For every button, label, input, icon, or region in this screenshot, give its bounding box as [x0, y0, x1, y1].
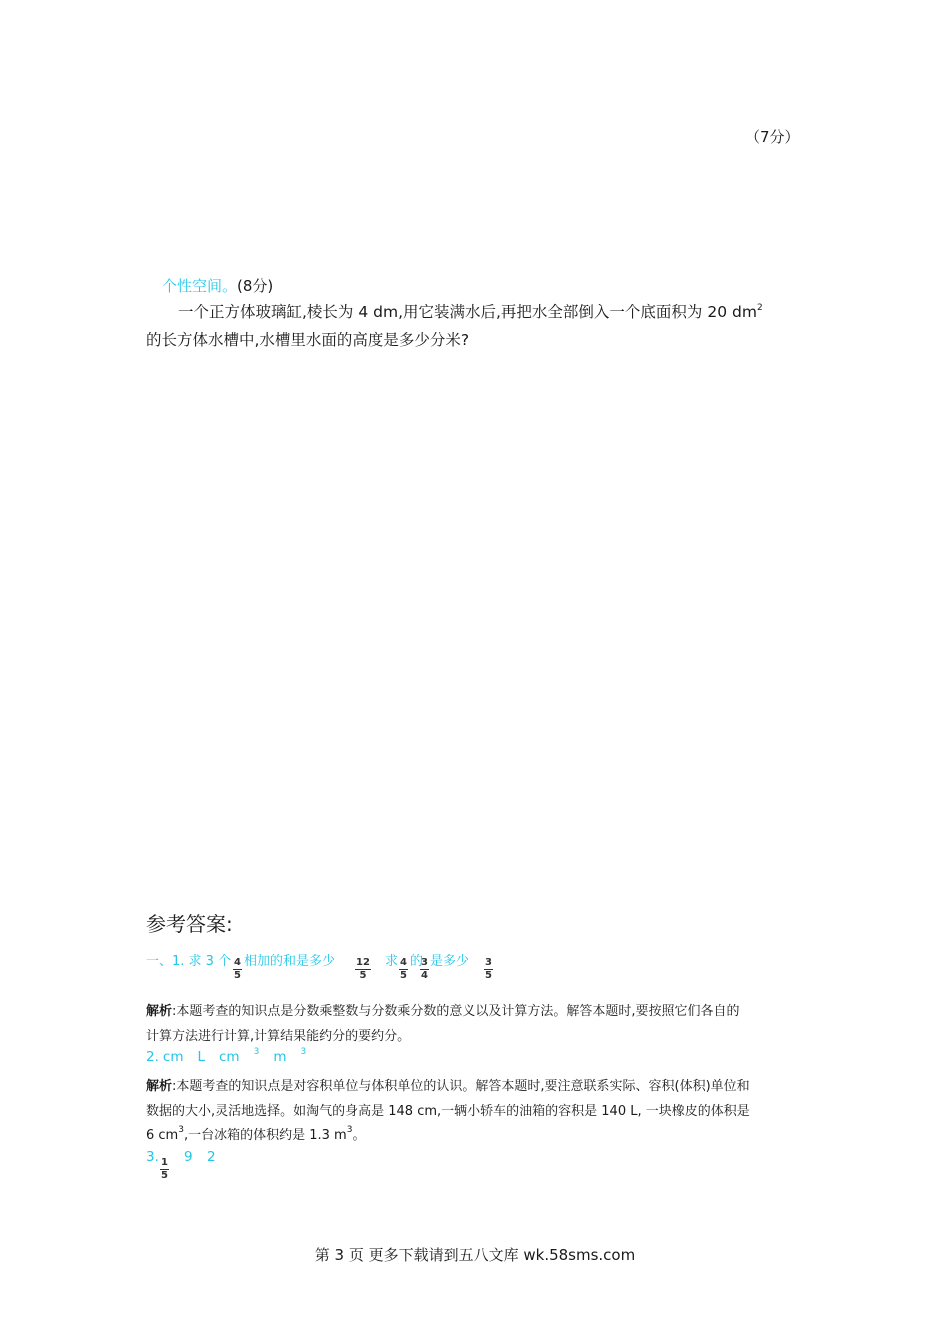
- answer-2-item: cm: [162, 1049, 184, 1065]
- fraction-denominator: 5: [400, 970, 407, 981]
- problem-superscript: 2: [756, 303, 763, 313]
- explanation-superscript: 3: [346, 1125, 353, 1135]
- fraction-numerator: 4: [400, 957, 407, 968]
- page-footer: 第 3 页 更多下载请到五八文库 wk.58sms.com: [314, 1246, 636, 1264]
- fraction-numerator: 3: [485, 957, 492, 968]
- explanation-superscript: 3: [178, 1125, 184, 1135]
- answer-1: [146, 950, 231, 969]
- fraction-numerator: 1: [161, 1157, 168, 1168]
- fraction: [484, 957, 493, 981]
- fraction: [233, 957, 242, 981]
- answers-heading: 参考答案:: [146, 912, 233, 936]
- fraction-denominator: 5: [234, 970, 241, 981]
- fraction: [160, 1157, 169, 1181]
- explanation-2-text: 6 cm: [146, 1128, 179, 1143]
- section-title: [162, 275, 273, 296]
- fraction: [355, 957, 371, 981]
- answer-1-mid3: 的: [410, 954, 424, 969]
- answer-2-item: [273, 1049, 306, 1065]
- fraction: [399, 957, 408, 981]
- section-title-text: 个性空间。: [162, 277, 238, 295]
- fraction-denominator: 5: [485, 970, 492, 981]
- explanation-2-text: :本题考查的知识点是对容积单位与体积单位的认识。解答本题时,要注意联系实际、容积(体积)单位和: [172, 1079, 750, 1094]
- answer-3-value: 9: [184, 1149, 193, 1165]
- explanation-2-text: 。: [352, 1128, 366, 1143]
- answer-2-prefix: 2.: [146, 1049, 159, 1065]
- fraction-numerator: 3: [421, 957, 428, 968]
- fraction-denominator: 5: [359, 970, 367, 981]
- explanation-2-text: ,一台冰箱的体积约是 1.3 m: [183, 1128, 347, 1143]
- explanation-1-line-2: 计算方法进行计算,计算结果能约分的要约分。: [146, 1029, 411, 1044]
- fraction-denominator: 5: [161, 1170, 168, 1181]
- problem-line-1-text: 一个正方体玻璃缸,棱长为 4 dm,用它装满水后,再把水全部倒入一个底面积为 20 dm: [178, 303, 757, 321]
- explanation-label: 解析: [146, 1004, 173, 1019]
- answer-1-end: 是多少: [430, 954, 470, 969]
- answer-2: [146, 1049, 320, 1065]
- explanation-1-line-1: [146, 1000, 740, 1019]
- answer-3-value: 2: [207, 1149, 216, 1165]
- fraction-denominator: 4: [421, 970, 428, 981]
- answer-2-superscript: 3: [253, 1047, 260, 1057]
- answer-2-item-text: cm: [219, 1049, 240, 1065]
- explanation-2-line-2: 数据的大小,灵活地选择。如淘气的身高是 148 cm,一辆小轿车的油箱的容积是 140 L, 一块橡皮的体积是: [146, 1104, 750, 1119]
- answer-1-prefix: 一、1. 求 3 个: [146, 954, 232, 969]
- answer-2-item-text: m: [273, 1049, 287, 1065]
- answer-2-superscript: 3: [300, 1047, 307, 1057]
- explanation-2-line-3: [146, 1124, 365, 1143]
- explanation-2-line-1: [146, 1075, 750, 1094]
- fraction: [420, 957, 429, 981]
- answer-1-mid: 相加的和是多少: [244, 954, 336, 969]
- fraction-numerator: 4: [234, 957, 241, 968]
- answer-3-prefix: 3.: [146, 1149, 159, 1165]
- answer-3: [146, 1149, 159, 1165]
- answer-1-mid2: 求: [385, 954, 399, 969]
- answer-2-item: [219, 1049, 259, 1065]
- section-score: (8分): [237, 277, 274, 295]
- fraction-numerator: 12: [356, 957, 370, 968]
- explanation-1-text: :本题考查的知识点是分数乘整数与分数乘分数的意义以及计算方法。解答本题时,要按照它们各自的: [172, 1004, 740, 1019]
- answer-2-item: L: [197, 1049, 205, 1065]
- explanation-label: 解析: [146, 1079, 173, 1094]
- top-score: （7分）: [745, 128, 800, 146]
- problem-line-1: [178, 300, 763, 322]
- problem-line-2: 的长方体水槽中,水槽里水面的高度是多少分米?: [146, 331, 470, 349]
